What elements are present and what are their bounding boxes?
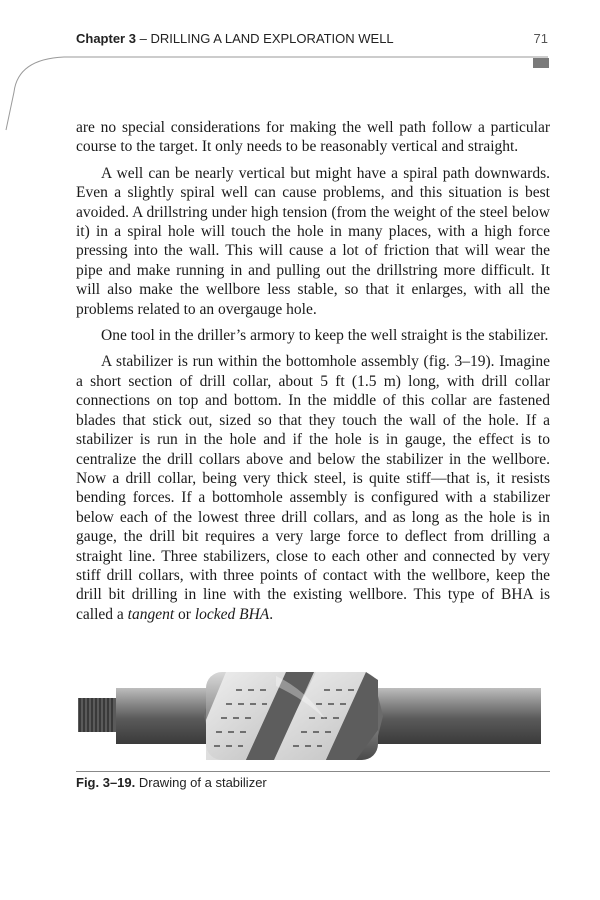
figure-caption <box>76 771 550 790</box>
figure-stabilizer <box>76 660 550 768</box>
header-tab-marker <box>533 58 549 68</box>
page-number: 71 <box>533 31 548 46</box>
figure-caption-text: Drawing of a stabilizer <box>135 775 267 790</box>
paragraph-4-main: A stabilizer is run within the bottomhole assembly (fig. 3–19). Imagine a short section of drill collar, about 5 ft (1.5 m) long, with drill collar connections on top and bottom. In the middle of this collar are fastened blades that stick out, sized so that they touch the wall of the hole. If a stabilizer is run in the hole and if the hole is in gauge, the effect is to centralize the drill collars above and below the stabilizer in the wellbore. Now a drill collar, being very thick steel, is quite stiff—that is, it resists bending forces. If a bottomhole assembly is configured with a stabilizer below each of the lowest three drill collars, and as long as the hole is in gauge, the drill bit requires a very large force to deflect from drilling a straight line. Three stabilizers, close to each other and connected by very stiff drill collars, with three points of contact with the wellbore, keep the drill bit drilling in line with the existing wellbore. This type of BHA is called a <box>76 353 550 623</box>
chapter-title <box>76 31 394 46</box>
paragraph-2: A well can be nearly vertical but might have a spiral path downwards. Even a slightly spiral well can cause problems, and this situation is best avoided. A drillstring under high tension (from the weight of the steel below it) in a spiral hole will touch the hole in many places, with a high force pressing into the wall. This will cause a lot of friction that will wear the pipe and make running in and pulling out the drillstring more difficult. It will also make the wellbore less stable, so that it enlarges, with all the problems related to an overgauge hole. <box>76 164 550 318</box>
chapter-label: Chapter 3 <box>76 31 136 46</box>
paragraph-4-end: . <box>269 605 274 623</box>
paragraph-1: are no special considerations for making the well path follow a particular course to the target. It only needs to be reasonably vertical and straight. <box>76 119 550 156</box>
running-header <box>76 31 548 51</box>
figure-label: Fig. 3–19. <box>76 775 136 790</box>
term-tangent: tangent <box>127 605 175 623</box>
paragraph-4 <box>76 352 550 624</box>
paragraph-4-or: or <box>174 605 195 623</box>
threaded-pin <box>78 698 116 732</box>
chapter-separator: – <box>135 31 151 46</box>
stabilizer-blade-section <box>204 672 383 760</box>
body-text <box>76 118 550 631</box>
chapter-name: DRILLING A LAND EXPLORATION WELL <box>150 31 394 46</box>
term-locked-bha: locked BHA <box>194 605 270 623</box>
right-collar <box>361 688 541 744</box>
paragraph-3: One tool in the driller’s armory to keep the well straight is the stabilizer. <box>101 327 549 345</box>
stabilizer-illustration <box>76 660 550 768</box>
